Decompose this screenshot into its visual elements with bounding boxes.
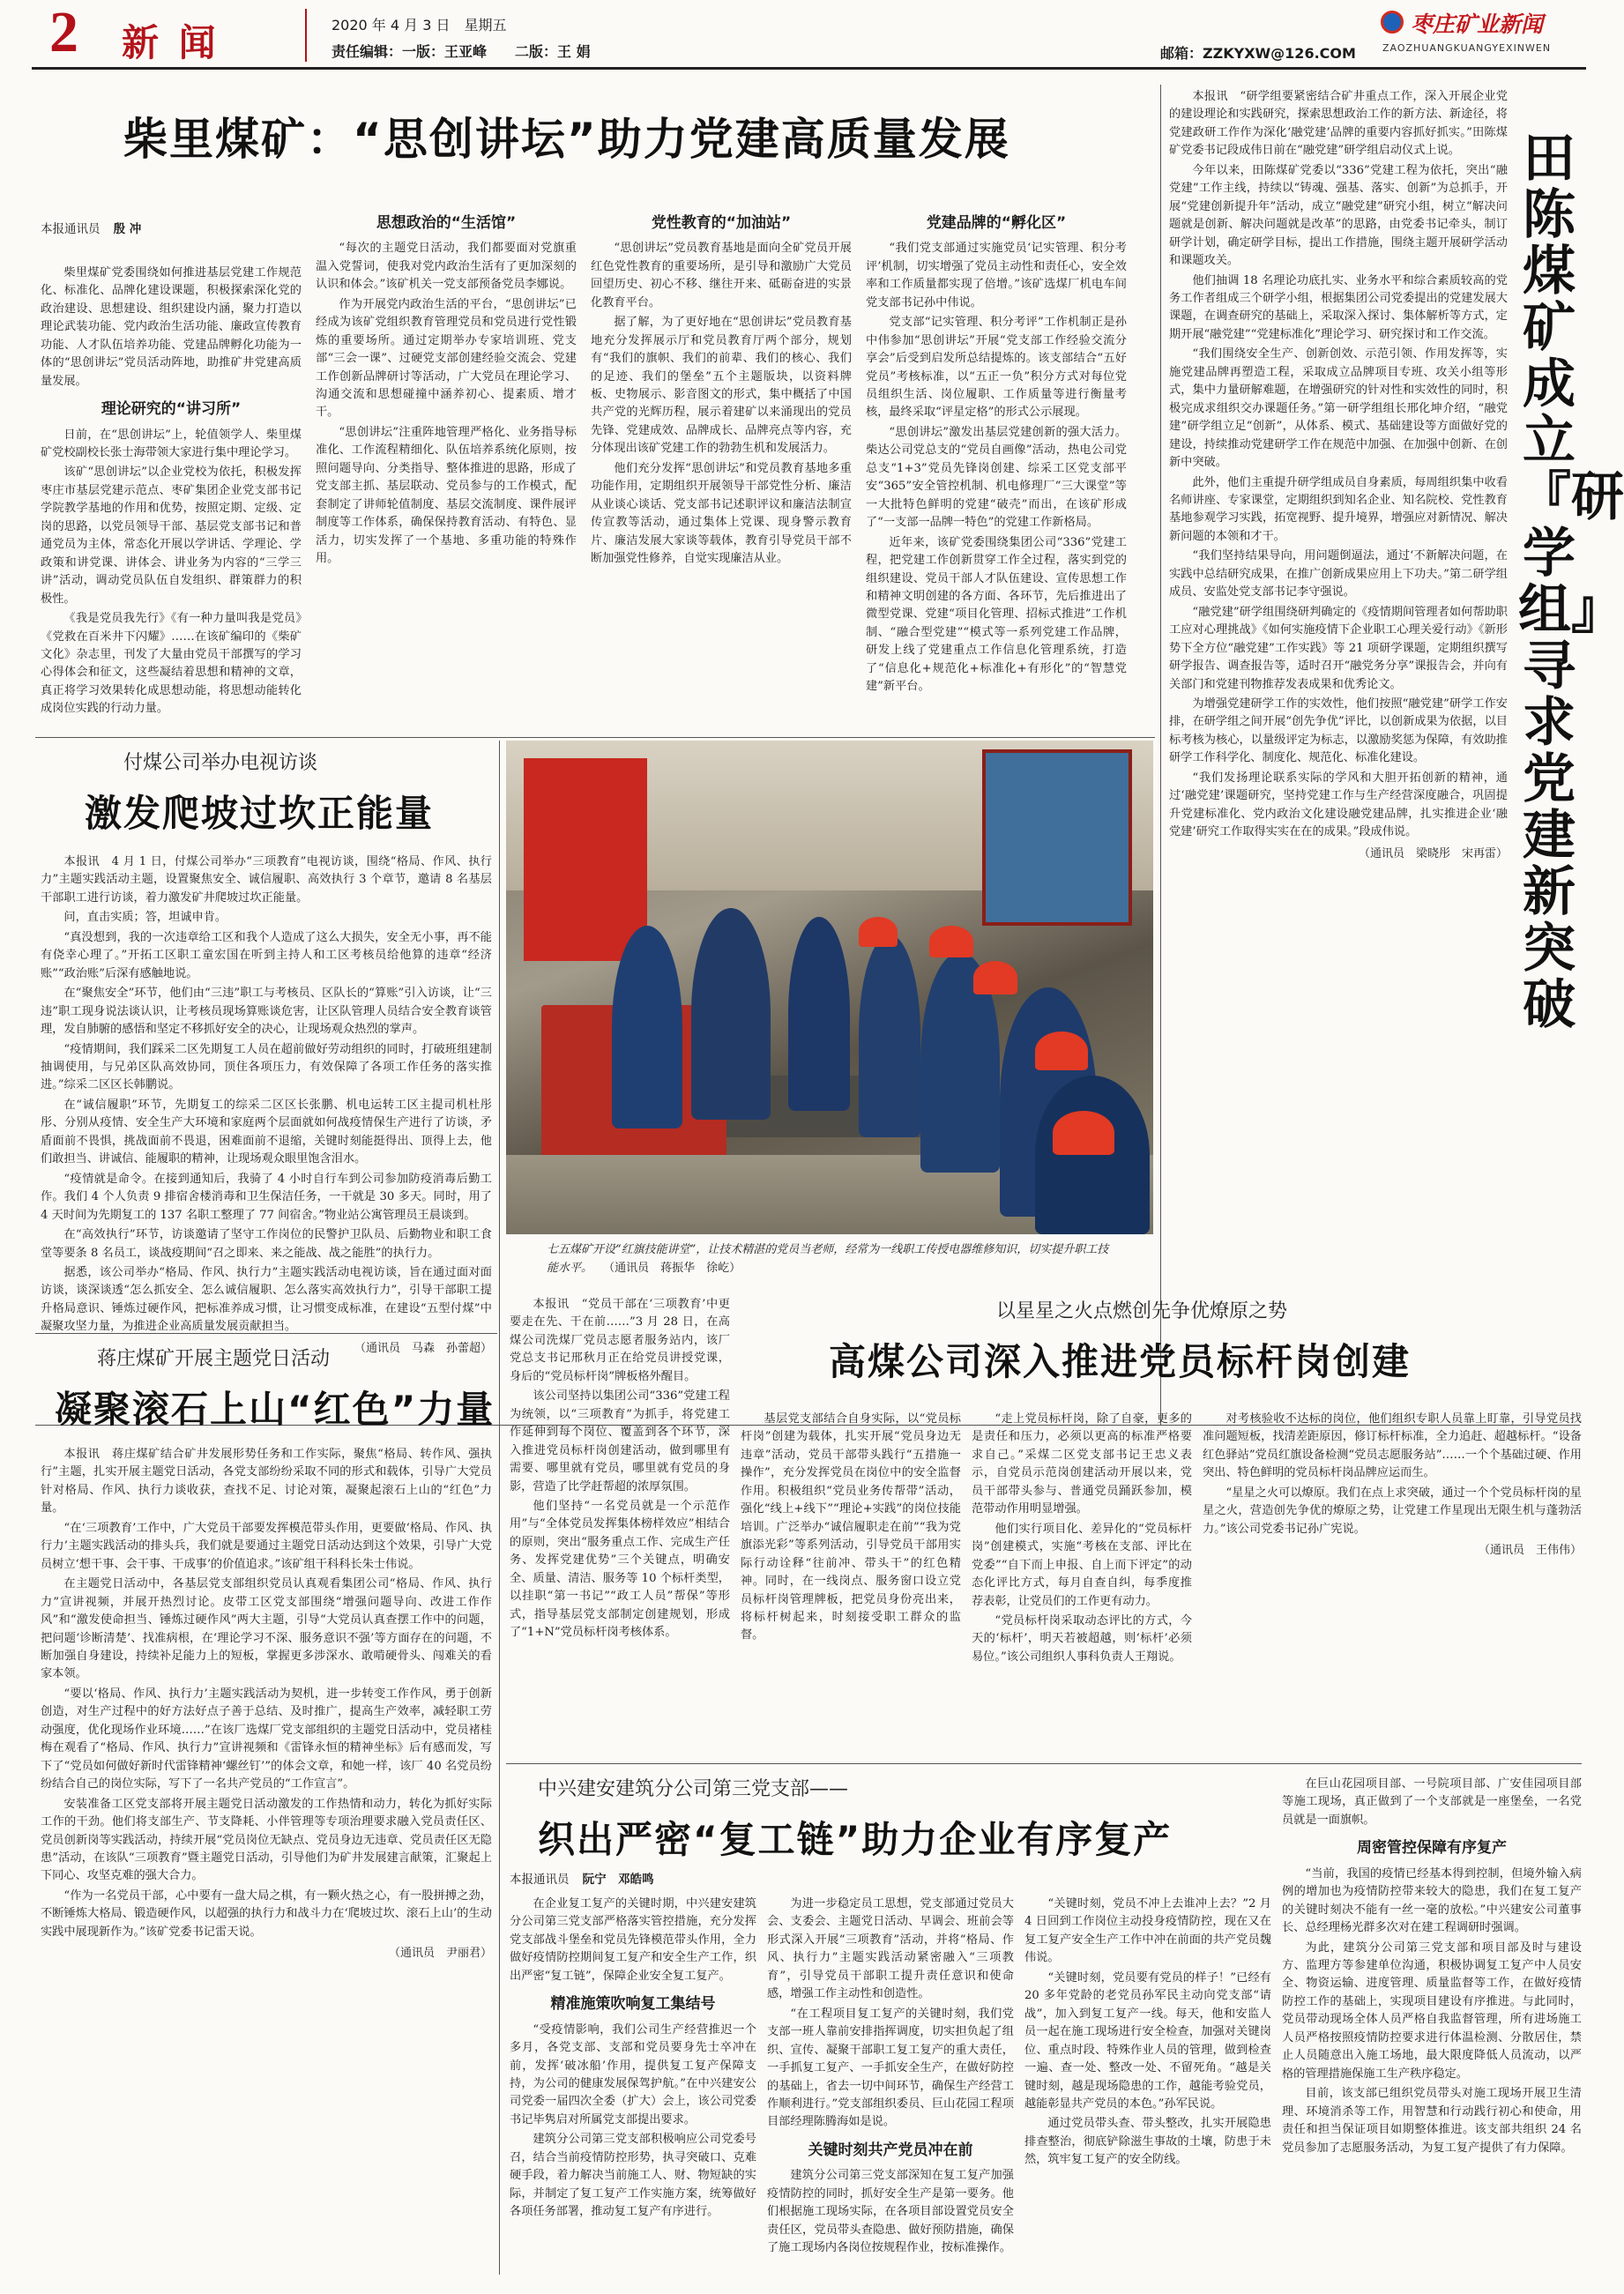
paragraph: 在企业复工复产的关键时期，中兴建安建筑分公司第三党支部严格落实管控措施，充分发挥党支部战斗堡垒和党员先锋模范带头作用，全力做好疫情防控期间复工复产和安全生产工作，织出严密“复工链”，保障企业安全复工复产。 <box>510 1897 756 1983</box>
editors-line: 责任编辑：一版：王亚峰 二版：王 娟 <box>332 43 591 60</box>
photo-helmet <box>929 926 973 957</box>
article-body-chaili-col3 <box>591 212 852 570</box>
photo-person <box>612 926 682 1128</box>
article-body-gaomei-col3 <box>972 1411 1192 1759</box>
paragraph: “每次的主题党日活动，我们都要面对党旗重温入党誓词，使我对党内政治生活有了更加深刻的认识和体会。”该矿机关一党支部预备党员李娜说。 <box>316 242 577 292</box>
credit: （通讯员 尹丽君） <box>388 1947 492 1961</box>
paragraph: 在“高效执行”环节，访谈邀请了坚守工作岗位的民警护卫队员、后勤物业和职工食堂等要条 8 名员工，谈战疫期间“召之即来、来之能战、战之能胜”的执行力。 <box>41 1228 492 1260</box>
subheading: 理论研究的“讲习所” <box>101 400 242 419</box>
kicker-fumei: 付煤公司举办电视访谈 <box>123 752 318 774</box>
paragraph: “真没想到，我的一次违章给工区和我个人造成了这么大损失，安全无小事，再不能有侥幸心理了。”开拓工区职工童宏国在听到主持人和工区考核员给他算的违章“经济账”“政治账”后深有感触地说。 <box>41 930 492 980</box>
paragraph: 据悉，该公司举办“格局、作风、执行力”主题实践活动电视访谈，旨在通过面对面访谈，谈深谈透“怎么抓安全、怎么诚信履职、怎么落实高效执行力”，引导干部职工提升格局意识、锤炼过硬作风，把标准养成习惯，让习惯变成标准，在建设“五型付煤”中凝聚攻坚力量，为推进企业高质量发展贡献担当。 <box>41 1265 492 1334</box>
paragraph: 安装准备工区党支部将开展主题党日活动激发的工作热情和动力，转化为抓好实际工作的干劲。他们将支部生产、节支降耗、小伴管理等专项治理要求融入党员责任区、党员创新岗等实践活动，持续开展“党员岗位无缺点、党员身边无违章、党员责任区无隐患”活动，在该队“三项教育”暨主题党日活动，引导他们为矿井发展建言献策，汇聚起上下同心、攻坚克难的强大合力。 <box>41 1797 492 1883</box>
paragraph: “作为一名党员干部，心中要有一盘大局之棋，有一颗火热之心，有一股拼搏之劲，不断锤炼大格局、锻造硬作风，以超强的执行力和战斗力在‘爬坡过坎、滚石上山’的生动实践中展现新作为。”该矿党委书记雷天说。 <box>41 1888 492 1939</box>
article-title-chaili: 柴里煤矿：“思创讲坛”助力党建高质量发展 <box>123 114 1010 165</box>
paragraph: 近年来，该矿党委围绕集团公司“336”党建工程，把党建工作创新贯穿工作全过程，落实到党的组织建设、党员干部人才队伍建设、宣传思想工作和精神文明创建的各方面、各环节，先后推进出了微型党课、党建“项目化管理、招标式推进”工作机制、“融合型党建”“模式等一系列党建工作品牌，研发上线了党建重点工作信息化管理系统，打造了“信息化+规范化+标准化+有形化”的“智慧党建”新平台。 <box>866 535 1127 694</box>
paragraph: 本报讯 “研学组要紧密结合矿井重点工作，深入开展企业党的建设理论和实践研究，探索思想政治工作的新方法、新途径，将党建政研工作作为深化‘融党建’品牌的重要内容抓好抓实。”田陈煤矿党委书记段成伟日前在“融党建”研学组启动仪式上说。 <box>1169 90 1508 158</box>
article-body-gaomei-col2 <box>741 1411 961 1759</box>
paragraph: 他们实行项目化、差异化的“党员标杆岗”创建模式，实施“考核在支部、评比在党委”“自下而上申报、自上而下评定”的动态化评比方式，每月自查自纠，每季度推荐表彰，让党员们的工作更有动力。 <box>972 1522 1192 1608</box>
byline-tag: 本报通讯员 <box>510 1873 570 1887</box>
paragraph: 问，直击实质；答，坦诚申肯。 <box>63 911 227 925</box>
photo-caption-text: 七五煤矿开设“红旗技能讲堂”，让技术精湛的党员当老师，经常为一线职工传授电器维修知识，切实提升职工技能水平。 <box>547 1243 1109 1275</box>
byline-tag: 本报通讯员 <box>41 222 101 236</box>
photo-board <box>982 749 1132 926</box>
article-title-gaomei: 高煤公司深入推进党员标杆岗创建 <box>829 1340 1412 1383</box>
article-body-zhongxing-col4 <box>1282 1776 1582 2283</box>
paragraph: 在“诚信履职”环节，先期复工的综采二区区长张鹏、机电运转工区主提司机杜彤彤、分别从疫情、安全生产大环境和家庭两个层面就如何战疫情保生产进行了访谈，矛盾面前不畏惧，挑战面前不畏退，困难面前不退缩，关键时刻能挺得出、顶得上去，他们敢担当、讲诚信、能履职的精神，让现场观众眼里饱含泪水。 <box>41 1098 492 1166</box>
paper-pinyin: ZAOZHUANGKUANGYEXINWEN <box>1382 42 1552 54</box>
email-line: 邮箱：ZZKYXW@126.COM <box>1160 45 1356 62</box>
photo-person <box>1035 1076 1150 1234</box>
subheading: 关键时刻共产党员冲在前 <box>808 2141 973 2159</box>
paragraph: 此外，他们主重提升研学组成员自身素质，每周组织集中收看名师讲座、专家课堂，定期组织到知名企业、知名院校、党性教育基地参观学习实践，拓宽视野、提升境界，增强应对新情况、解决新问题的本领和才干。 <box>1169 475 1508 543</box>
paragraph: “我们坚持结果导向，用问题倒逼法，通过‘不新解决问题，在实践中总结研究成果，在推广创新成果应用上下功夫。”第二研学组成员、安监处党支部书记李守强说。 <box>1169 549 1508 600</box>
article-title-zhongxing: 织出严密“复工链”助力企业有序复产 <box>538 1818 1173 1861</box>
paragraph: “思创讲坛”党员教育基地是面向全矿党员开展红色党性教育的重要场所，是引导和激励广大党员回望历史、初心不移、继往开来、砥砺奋进的实景化教育平台。 <box>591 242 852 309</box>
paragraph: “我们围绕安全生产、创新创效、示范引领、作用发挥等，实施党建品牌再塑造工程，采取成立品牌项目专班、攻关小组等形式，集中力量研解难题，在增强研究的针对性和实效性的同时，积极完成求组织交办课题任务。”第一研学组组长邢化坤介绍，“融党建”研学组立足“创新”，从体系、模式、基础建设等方面做好党的建设，持续推动党建研学工作在规范中加强、在加强中创新、在创新中突破。 <box>1169 347 1508 470</box>
article-body-zhongxing-col3 <box>1024 1896 1271 2283</box>
paragraph: 目前，该支部已组织党员带头对施工现场开展卫生清理、环境消杀等工作，用智慧和行动践行初心和使命，用责任和担当保证项目如期整体推进。该支部共组织 24 名党员参加了志愿服务活动，为复工复产提供了有力保障。 <box>1282 2087 1582 2155</box>
paragraph: “在‘三项教育’工作中，广大党员干部要发挥模范带头作用，更要做‘格局、作风、执行力’主题实践活动的排头兵，我们就是要通过主题党日活动达到这个效果，引导广大党员树立‘想干事、会干事、干成事’的价值追求。”该矿组干科科长朱士伟说。 <box>41 1521 492 1571</box>
kicker-zhongxing: 中兴建安建筑分公司第三党支部—— <box>538 1778 849 1800</box>
paragraph: 党支部“记实管理、积分考评”工作机制正是孙中伟参加“思创讲坛”开展“党支部工作经验交流分享会”后受到启发所总结提炼的。该支部结合“五好党员”考核标准，以“五正一负”积分方式对每位党员组织生活、岗位履职、工作质量等进行衡量考核，最终采取“评星定格”的形式公示展现。 <box>866 316 1127 420</box>
vertical-title: 田陈煤矿成立『研学组』寻求党建新突破 <box>1518 128 1624 1036</box>
byline-name: 殷 冲 <box>113 222 142 236</box>
paragraph: “疫情期间，我们踩采二区先期复工人员在超前做好劳动组织的同时，打破班组建制抽调使用，与兄弟区队高效协同，顶住各项压力，有效保障了各项工作任务的落实推进。”综采二区区长韩鹏说。 <box>41 1042 492 1092</box>
paragraph: “走上党员标杆岗，除了自豪，更多的是责任和压力，必须以更高的标准严格要求自己。”采煤二区党支部书记王忠义表示，自党员示范岗创建活动开展以来，党员干部带头参与、普通党员踊跃参加，模范带动作用明显增强。 <box>972 1412 1192 1516</box>
news-photo <box>506 741 1153 1234</box>
paragraph: 为此，建筑分公司第三党支部和项目部及时与建设方、监理方等参建单位沟通，积极协调复工复产中人员安全、物资运输、进度管理、质量监督等工作，在做好疫情防控工作的基础上，实现项目建设有序推进。与此同时，党员带动现场全体人员严格自我监督管理，所有进场施工人员严格按照疫情防控要求进行体温检测、分散居住，禁止人员随意出入施工场地，最大限度降低人员流动，以严格的管理措施保施工生产秩序稳定。 <box>1282 1940 1582 2081</box>
paragraph: 建筑分公司第三党支部深知在复工复产加强疫情防控的同时，抓好安全生产是第一要务。他们根据施工现场实际，在各项目部设置党员安全责任区，党员带头查隐患、做好预防措施，确保了施工现场内各岗位按规程作业，按标准操作。 <box>767 2169 1014 2255</box>
credit: （通讯员 马森 孙蕾超） <box>354 1341 492 1355</box>
paragraph: 《我是党员我先行》《有一种力量叫我是党员》《党救在百米井下闪耀》……在该矿编印的《柴矿文化》杂志里，刊发了大量由党员干部撰写的学习心得体会和征文，这些凝结着思想和精神的文章，真正将学习效果转化成思想动能，将思想动能转化成岗位实践的行动力量。 <box>41 612 302 716</box>
article-title-fumei: 激发爬坡过坎正能量 <box>85 792 435 835</box>
photo-caption <box>547 1241 1111 1278</box>
paper-logo <box>1381 7 1575 63</box>
paragraph: “我们发扬理论联系实际的学风和大胆开拓创新的精神，通过‘融党建’课题研究，坚持党建工作与生产经营深度融合，巩固提升党建标准化、党内政治文化建设融党建品牌，扎实推进企业‘融党建’研究工作取得实实在在的成果。”段成伟说。 <box>1169 771 1508 839</box>
paragraph: 今年以来，田陈煤矿党委以“336”党建工程为依托，突出“融党建”工作主线，持续以“铸魂、强基、落实、创新”为总抓手，开展“党建创新提升年”活动，成立“融党建”研究小组，树立“解决问题就是创新、解决问题就是改革”的思路，由党委书记牵头，制订研学计划，确定研学目标，提出工作措施，围绕主题开展研学活动和课题攻关。 <box>1169 163 1508 268</box>
paragraph: “我们党支部通过实施党员‘记实管理、积分考评’机制，切实增强了党员主动性和责任心，安全效率和工作质量都实现了倍增。”该矿选煤厂机电车间党支部书记孙中伟说。 <box>866 242 1127 309</box>
divider <box>499 741 500 2275</box>
paragraph: 在巨山花园项目部、一号院项目部、广安佳园项目部等施工现场，真正做到了一个支部就是一座堡垒，一名党员就是一面旗帜。 <box>1282 1777 1582 1827</box>
paragraph: 他们充分发挥“思创讲坛”和党员教育基地多重功能作用，定期组织开展领导干部党性分析、廉洁从业谈心谈话、党支部书记述职评议和廉洁法制宣传宣教等活动，通过集体上党课、现身警示教育片、廉洁发展大家谈等载体，教育引导党员干部不断加强党性修养，自觉实现廉洁从业。 <box>591 461 852 566</box>
masthead <box>32 0 1586 71</box>
divider <box>506 1763 1582 1764</box>
photo-helmet <box>973 961 1017 994</box>
paper-name: 枣庄矿业新闻 <box>1411 11 1544 37</box>
article-body-gaomei-col4 <box>1203 1411 1582 1759</box>
photo-person <box>788 917 850 1111</box>
article-body-tianchen <box>1169 88 1508 1411</box>
masthead-divider <box>305 9 307 62</box>
article-body-zhongxing-col2 <box>767 1896 1014 2283</box>
paragraph: “受疫情影响，我们公司生产经营推迟一个多月，各党支部、支部和党员要身先士卒冲在前，发挥‘破冰船’作用，提供复工复产保障支持，为公司的健康发展保驾护航。”在中兴建安公司党委一届四次全委（扩大）会上，该公司党委书记毕隽启对所属党支部提出要求。 <box>510 2022 756 2126</box>
byline-zhongxing <box>510 1869 774 1887</box>
paragraph: 在“聚焦安全”环节，他们由“三违”职工与考核员、区队长的“算账”引入访谈，让“三违”职工现身说法谈认识，让考核员现场算账谈危害，让区队管理人员结合安全教育谈管理，发自肺腑的感悟和坚定不移抓好安全的决心，让现场观众热烈的掌声。 <box>41 987 492 1037</box>
paragraph: 他们坚持“一名党员就是一个示范作用”与“全体党员发挥集体榜样效应”相结合的原则，突出“服务重点工作、完成生产任务、发挥党建优势”三个关键点，明确安全、质量、清洁、服务等 10 个标杆类型，以挂职“第一书记”“政工人员”帮保”等形式，指导基层党支部制定创建规划，形成了“1+N”党员标杆岗考核体系。 <box>510 1499 730 1640</box>
article-body-chaili-col1 <box>41 264 302 720</box>
paragraph: 日前，在“思创讲坛”上，轮值领学人、柴里煤矿党校副校长张士海带领大家进行集中理论学习。 <box>41 428 302 459</box>
paragraph: 为增强党建研学工作的实效性，他们按照“融党建”研学工作安排，在研学组之间开展“创先争优”评比，以创新成果为依据，以目标考核为核心，以量级评定为标志，以激励奖惩为保障，有效助推研学工作科学化、制度化、规范化、标准化建设。 <box>1169 696 1508 765</box>
paragraph: “当前，我国的疫情已经基本得到控制，但境外输入病例的增加也为疫情防控带来较大的隐患，我们在复工复产的关键时刻决不能有一丝一毫的放松。”中兴建安公司董事长、总经理杨光群多次对在建工程调研时强调。 <box>1282 1866 1582 1935</box>
paragraph: 该矿“思创讲坛”以企业党校为依托，积极发挥枣庄市基层党建示范点、枣矿集团企业党支部书记学院教学基地的作用和优势，按照定期、定级、定岗的思路，以党员领导干部、基层党支部书记和普通党员为主体，常态化开展以学讲话、学理论、学政策和讲党课、讲体会、讲业务为内容的“三学三讲”活动，调动党员队伍自发组织、群策群力的积极性。 <box>41 466 302 606</box>
paragraph: “思创讲坛”注重阵地管理严格化、业务指导标准化、工作流程精细化、队伍培养系统化原则，按照问题导向、分类指导、整体推进的思路，形成了党支部主抓、基层联动、党员参与的工作模式，配套制定了讲师轮值制度、基层交流制度、课件展评制度等工作体系，确保保持教育活动、有特色、显活力，切实发挥了一个基地、多重功能的特殊作用。 <box>316 425 577 566</box>
logo-icon <box>1381 11 1404 34</box>
article-title-tianchen <box>1518 128 1624 1036</box>
photo-helmet <box>1053 1111 1114 1155</box>
masthead-rule <box>32 67 1586 70</box>
photo-banner <box>524 758 647 961</box>
subheading: 周密管控保障有序复产 <box>1357 1839 1507 1858</box>
kicker-gaomei: 以星星之火点燃创先争优燎原之势 <box>996 1300 1288 1322</box>
article-body-jiangzhuang <box>41 1446 492 2279</box>
kicker-jiangzhuang: 蒋庄煤矿开展主题党日活动 <box>97 1348 331 1370</box>
article-body-gaomei-col1 <box>510 1296 730 1759</box>
photo-person <box>691 908 771 1120</box>
paragraph: 作为开展党内政治生活的平台，“思创讲坛”已经成为该矿党组织教育管理党员和党员进行党性锻炼的重要场所。通过定期举办专家培训班、党支部“三会一课”、过硬党支部创建经验交流会、党建工作创新品牌研讨等活动，广大党员在理论学习、沟通交流和思想碰撞中涵养初心、提素质、增才干。 <box>316 297 577 420</box>
page-number: 2 <box>49 0 78 64</box>
subheading: 党性教育的“加油站” <box>651 214 792 232</box>
paragraph: “要以‘格局、作风、执行力’主题实践活动为契机，进一步转变工作作风，勇于创新创造，对生产过程中的好方法好点子善于总结、及时推广，提高生产效率，减轻职工劳动强度，优化现场作业环境……”在该厂选煤厂党支部组织的主题党日活动中，党员褚桂梅在观看了“格局、作风、执行力”宣讲视频和《雷锋永恒的精神坐标》后有感而发，写下了“党员如何做好新时代雷锋精神‘螺丝钉’”的体会文章，和她一样，该厂 40 名党员纷纷结合自己的岗位实际，写下了一名共产党员的“工作宣言”。 <box>41 1687 492 1791</box>
article-body-zhongxing-col1 <box>510 1896 756 2283</box>
photo-person <box>859 935 920 1137</box>
section-title: 新 闻 <box>122 21 220 64</box>
paragraph: “关键时刻，党员要有党员的样子！”已经有 20 多年党龄的老党员孙军民主动向党支部“请战”，加入到复工复产一线。每天，他和安监人员一起在施工现场进行安全检查，加强对关键岗位、重点时段、特殊作业人员的管理，做到检查一遍、查一处、整改一处、不留死角。“越是关键时刻，越是现场隐患的工作，越能考验党员，越能彰显共产党员的本色。”孙军民说。 <box>1024 1970 1271 2111</box>
byline-name: 阮宁 邓皓鸣 <box>582 1873 654 1887</box>
paragraph: 据了解，为了更好地在“思创讲坛”党员教育基地充分发挥展示厅和党员教育厅两个部分，规划有“我们的旗帜、我们的前辈、我们的核心、我们的足迹、我们的堡垒”五个主题版块，以资料牌板、史物展示、影音图文的形式，集中概括了中国共产党的光辉历程，展示着建矿以来涌现出的党员先锋、党建成效、品牌成长、品牌亮点等内容，充分体现出该矿党建工作的勃勃生机和发展活力。 <box>591 316 852 456</box>
paragraph: 本报讯 4 月 1 日，付煤公司举办“三项教育”电视访谈，围绕“格局、作风、执行力”主题实践活动主题，设置聚焦安全、诚信履职、高效执行 3 个章节，邀请 8 名基层干部职工进行访谈，着力激发矿井爬坡过坎正能量。 <box>41 855 492 905</box>
paragraph: “星星之火可以燎原。我们在点上求突破，通过一个个党员标杆岗的星星之火，营造创先争优的燎原之势，让党建工作星现出无限生机与蓬勃活力。”该公司党委书记孙广宪说。 <box>1203 1486 1582 1536</box>
paragraph: 为进一步稳定员工思想，党支部通过党员大会、支委会、主题党日活动、早调会、班前会等形式深入开展“三项教育”活动，并将“格局、作风、执行力”主题实践活动紧密融入“三项教育”，引导党员干部职工提升责任意识和使命感，增强工作主动性和创造性。 <box>767 1897 1014 2001</box>
article-body-chaili-col4 <box>866 212 1127 698</box>
paragraph: 基层党支部结合自身实际，以“党员标杆岗”创建为载体，扎实开展“党员身边无违章”活动，党员干部带头践行“五措施一操作”，充分发挥党员在岗位中的安全监督作用。积极组织“党员业务传帮带”活动，强化“线上+线下”“理论+实践”的岗位技能培训。广泛举办“诚信履职走在前”“我为党旗添光彩”等系列活动，引导党员干部用实际行动诠释“往前冲、带头干”的红色精神。同时，在一线岗点、服务窗口设立党员标杆岗管理牌板，把党员身份亮出来，将标杆树起来，时刻接受职工群众的监督。 <box>741 1412 961 1642</box>
paragraph: 本报讯 “党员干部在‘三项教育’中更要走在先、干在前……”3 月 28 日，在高煤公司洗煤厂党员志愿者服务站内，该厂党总支书记邢秋月正在给党员讲授党课，身后的“党员标杆岗”牌板格外醒目。 <box>510 1298 730 1383</box>
paragraph: “关键时刻，党员不冲上去谁冲上去？”2 月 4 日回到工作岗位主动投身疫情防控，现在又在复工复产安全生产工作中冲在前面的共产党员魏伟说。 <box>1024 1897 1271 1965</box>
credit: （通讯员 梁晓彤 宋再雷） <box>1358 846 1508 860</box>
paragraph: 柴里煤矿党委围绕如何推进基层党建工作规范化、标准化、品牌化建设课题，积极探索深化党的政治建设、思想建设、组织建设内涵，聚力打造以理论武装功能、党内政治生活功能、廉政宣传教育功能、人才队伍培养功能、党建品牌孵化功能为一体的“思创讲坛”党员活动阵地，助推矿井党建高质量发展。 <box>41 266 302 388</box>
date-line: 2020 年 4 月 3 日 星期五 <box>332 17 507 34</box>
article-body-fumei <box>41 853 492 1355</box>
divider <box>35 737 1155 738</box>
photo-credit: （通讯员 蒋振华 徐屹） <box>603 1261 741 1275</box>
paragraph: 对考核验收不达标的岗位，他们组织专职人员靠上盯靠，引导党员找准问题短板，找清差距原因，修订标杆标准，全力追赶、超越标杆。“设备红色驿站”党员红旗设备检测“党员志愿服务站”……一个个基础过硬、作用突出、特色鲜明的党员标杆岗品牌应运而生。 <box>1203 1412 1582 1480</box>
paragraph: 本报讯 蒋庄煤矿结合矿井发展形势任务和工作实际，聚焦“格局、转作风、强执行”主题，扎实开展主题党日活动，各党支部纷纷采取不同的形式和载体，引导广大党员针对格局、作风、执行力谈收获，查找不足、讨论对策，凝聚起滚石上山的“红色”力量。 <box>41 1448 492 1516</box>
paragraph: “思创讲坛”激发出基层党建创新的强大活力。柴达公司党总支的“党员自画像”活动，热电公司党总支“1+3”党员先锋岗创建、综采工区党支部平安“365”安全管控机制、机电修理厂“三大课堂”等一大批特色鲜明的党建“破壳”而出，在该矿形成了“一支部一品牌一特色”的党建工作新格局。 <box>866 425 1127 530</box>
subheading: 精准施策吹响复工集结号 <box>550 1995 716 2014</box>
byline-chaili <box>41 219 305 236</box>
article-title-jiangzhuang: 凝聚滚石上山“红色”力量 <box>55 1388 495 1431</box>
paragraph: “在工程项目复工复产的关键时刻，我们党支部一班人靠前安排指挥调度，切实担负起了组织、宣传、凝聚干部职工复工复产的重大责任，一手抓复工复产、一手抓安全生产，在做好防控的基础上，省去一切中间环节，确保生产经营工作顺利进行。”党支部组织委员、巨山花园工程项目部经理陈腾海如是说。 <box>767 2007 1014 2129</box>
credit: （通讯员 王伟伟） <box>1478 1544 1582 1558</box>
paragraph: 该公司坚持以集团公司“336”党建工程为统领，以“三项教育”为抓手，将党建工作延伸到每个岗位、覆盖到各个环节，深入推进党员标杆岗创建活动，做到哪里有需要、哪里就有党员，哪里就有党员的身影，营造了比学赶帮超的浓厚氛围。 <box>510 1389 730 1493</box>
paragraph: “融党建”研学组围绕研判确定的《疫情期间管理者如何帮助职工应对心理挑战》《如何实施疫情下企业职工心理关爱行动》《新形势下全方位“融党建”工作实践》等 21 项研学课题，定期组织撰写研学报告、调查报告等，适时召开“融党务分享”课报告会，并向有关部门和党建刊物推荐发表成果和优秀论文。 <box>1169 605 1508 691</box>
paragraph: “党员标杆岗采取动态评比的方式，今天的‘标杆’，明天若被超越，则‘标杆’必须易位。”该公司组织人事科负责人王翔说。 <box>972 1613 1192 1664</box>
article-body-chaili-col2 <box>316 212 577 570</box>
photo-helmet <box>1035 1032 1088 1070</box>
paragraph: “疫情就是命令。在接到通知后，我骑了 4 小时自行车到公司参加防疫消毒后勤工作。我们 4 个人负责 9 排宿舍楼消毒和卫生保洁任务，一干就是 30 多天。同时，用了 4 天时间为先期复工的 137 名职工整理了 77 间宿舍。”物业站公寓管理员王晨谈到。 <box>41 1172 492 1222</box>
paragraph: 建筑分公司第三党支部积极响应公司党委号召，结合当前疫情防控形势，执寻突破口、克难硬手段，着力解决当前施工人、财、物短缺的实际，并制定了复工复产工作实施方案，统筹做好各项任务部署，推动复工复产有序进行。 <box>510 2133 756 2219</box>
divider <box>35 1333 497 1334</box>
subheading: 思想政治的“生活馆” <box>376 214 517 232</box>
paragraph: 通过党员带头查、带头整改，扎实开展隐患排查整治，彻底铲除滋生事故的土壤，防患于未然，筑牢复工复产的安全防线。 <box>1024 2117 1271 2167</box>
photo-helmet <box>859 917 898 947</box>
paragraph: 他们抽调 18 名理论功底扎实、业务水平和综合素质较高的党务工作者组成三个研学小组，根据集团公司党委提出的党建发展大课题，在调查研究的基础上，采取深入探讨、集体解析等方式，定期开展“融党建”“党建标准化”理论学习、研究探讨和工作交流。 <box>1169 273 1508 341</box>
paragraph: 在主题党日活动中，各基层党支部组织党员认真观看集团公司“格局、作风、执行力”宣讲视频，并展开热烈讨论。皮带工区党支部围绕“增强问题导向、改进工作作风”和“激发使命担当、锤炼过硬作风”两大主题，引导“大党员认真查摆工作中的问题，把问题‘诊断清楚’、找准病根，在‘理论学习不深、服务意识不强’等方面存在的问题，不断加强自身建设，持续补足能力上的短板，掌握更多涉深水、敢啃硬骨头、闯难关的看家本领。 <box>41 1577 492 1681</box>
divider <box>1160 85 1161 1425</box>
subheading: 党建品牌的“孵化区” <box>926 214 1067 232</box>
